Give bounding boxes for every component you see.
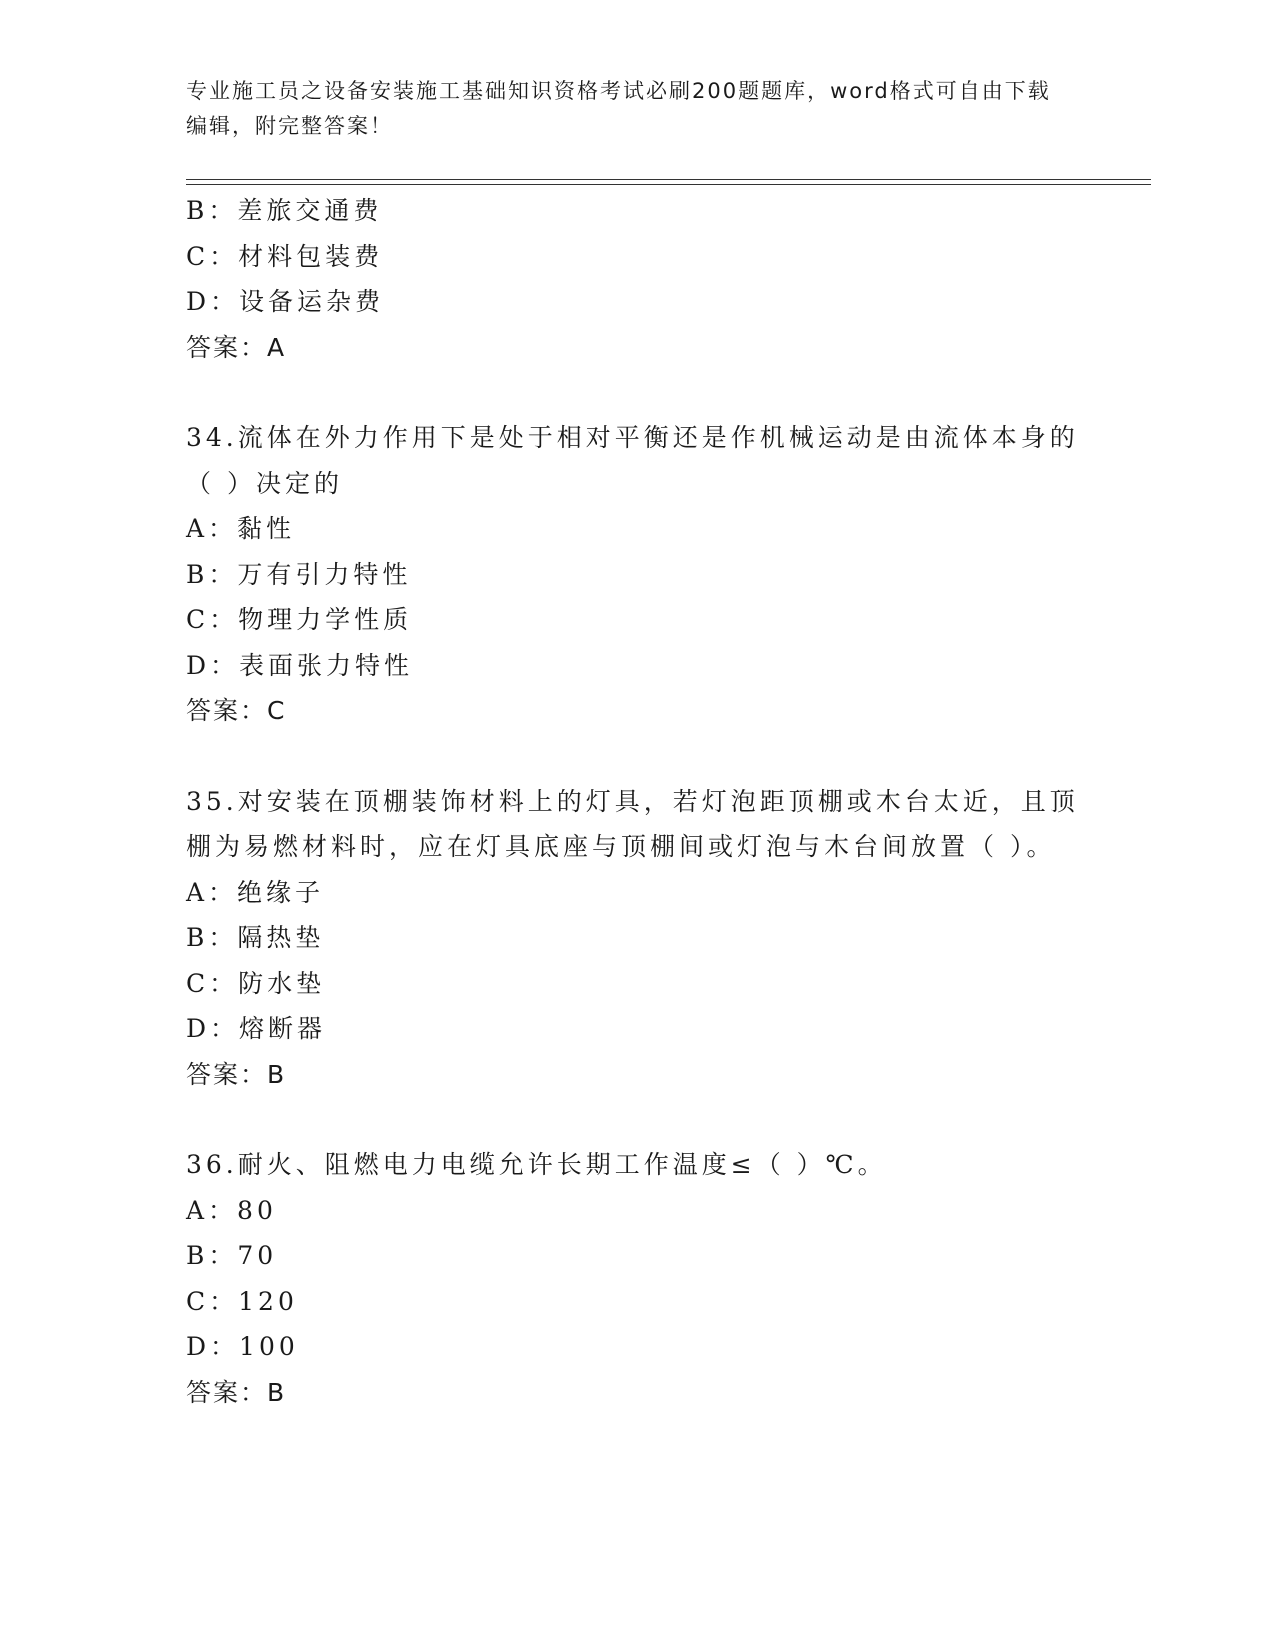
question-text-line: 35.对安装在顶棚装饰材料上的灯具，若灯泡距顶棚或木台太近，且顶 xyxy=(186,786,1079,816)
question-block-36 xyxy=(186,1142,1086,1415)
question-block-35 xyxy=(186,779,1086,1098)
option-d: D：设备运杂费 xyxy=(186,287,385,316)
question-text-line: 棚为易燃材料时，应在灯具底座与顶棚间或灯泡与木台间放置（ ）。 xyxy=(186,832,1056,861)
option-a: A：绝缘子 xyxy=(186,877,325,907)
question-block-34 xyxy=(186,415,1086,734)
question-block-prev xyxy=(186,188,1086,370)
question-content xyxy=(186,188,1086,1415)
spacer xyxy=(186,734,1086,779)
option-a: A：80 xyxy=(186,1195,277,1225)
option-b: B：万有引力特性 xyxy=(186,559,412,589)
question-text-line: 34.流体在外力作用下是处于相对平衡还是作机械运动是由流体本身的 xyxy=(186,423,1079,452)
spacer xyxy=(186,1097,1086,1142)
option-b: B：70 xyxy=(186,1241,278,1270)
option-d: D：100 xyxy=(186,1332,299,1361)
option-a: A：黏性 xyxy=(186,514,296,543)
option-c: C：物理力学性质 xyxy=(186,605,413,634)
option-c: C：防水垫 xyxy=(186,968,326,998)
option-b: B：隔热垫 xyxy=(186,923,325,952)
option-c: C：120 xyxy=(186,1286,298,1316)
question-text-line: （ ）决定的 xyxy=(186,468,343,498)
option-b: B：差旅交通费 xyxy=(186,196,383,225)
answer: 答案：C xyxy=(186,696,287,725)
spacer xyxy=(186,370,1086,415)
answer: 答案：B xyxy=(186,1377,287,1407)
header-rule-bottom xyxy=(186,184,1151,185)
document-header: 专业施工员之设备安装施工基础知识资格考试必刷200题题库，word格式可自由下载编辑，附完整答案！ xyxy=(186,79,1051,138)
answer: 答案：B xyxy=(186,1059,287,1089)
option-c: C：材料包装费 xyxy=(186,241,384,271)
option-d: D：表面张力特性 xyxy=(186,650,414,680)
header-rule-top xyxy=(186,179,1151,180)
option-d: D：熔断器 xyxy=(186,1014,327,1043)
question-text-line: 36.耐火、阻燃电力电缆允许长期工作温度≤（ ）℃。 xyxy=(186,1150,887,1179)
answer: 答案：A xyxy=(186,332,287,362)
